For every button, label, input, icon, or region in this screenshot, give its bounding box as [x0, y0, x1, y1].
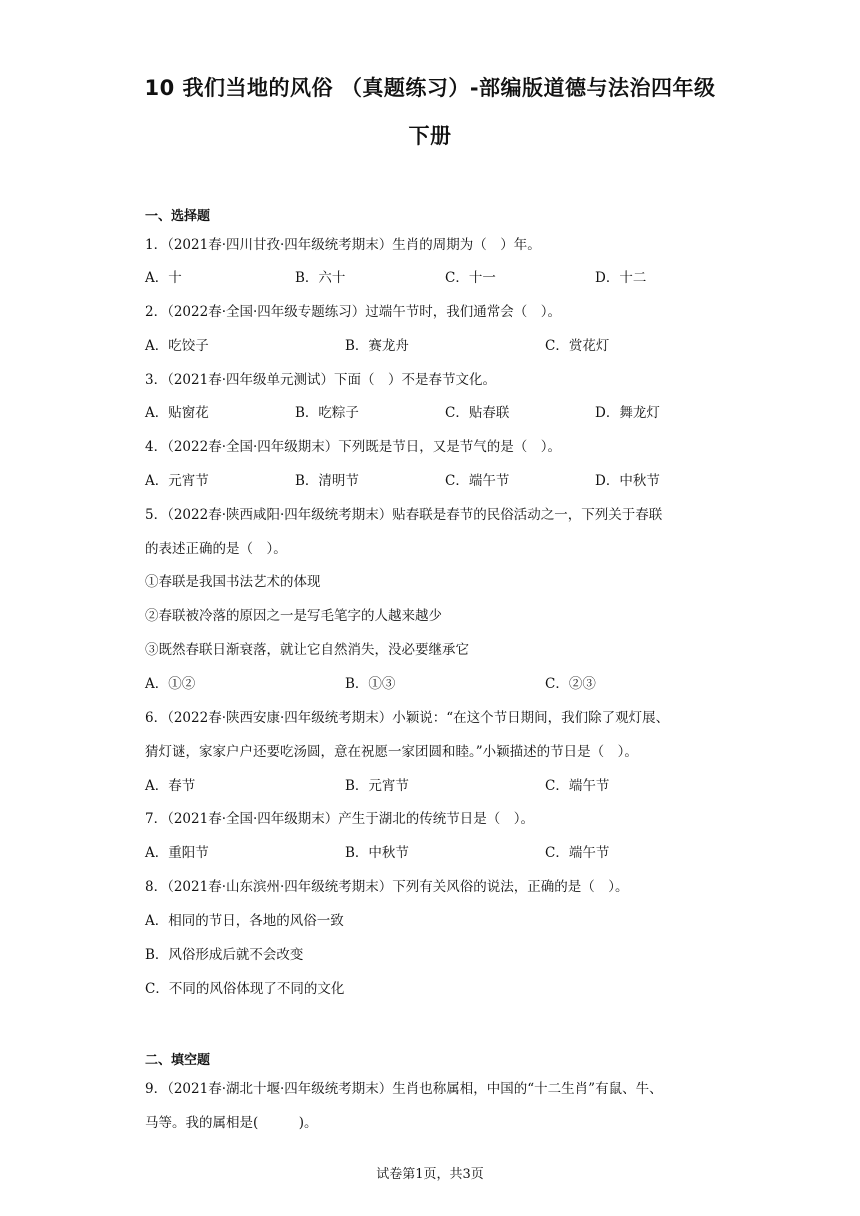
option-c: C．端午节: [445, 473, 510, 489]
option-b: B．六十: [295, 270, 346, 286]
option-a: A．贴窗花: [145, 405, 209, 421]
option-c: C．十一: [445, 270, 496, 286]
option-c: C．端午节: [545, 845, 610, 861]
page-title: 10 我们当地的风俗 （真题练习）-部编版道德与法治四年级: [144, 76, 716, 100]
option-d: D．中秋节: [595, 473, 660, 489]
option-c: C．不同的风俗体现了不同的文化: [145, 981, 345, 997]
question-stem-continued: 猜灯谜，家家户户还要吃汤圆，意在祝愿一家团圆和睦。”小颖描述的节日是（ ）。: [145, 744, 638, 760]
question-stem-continued: 马等。我的属相是( )。: [145, 1115, 318, 1131]
option-d: D．舞龙灯: [595, 405, 660, 421]
option-a: A．①②: [145, 676, 196, 692]
option-d: D．十二: [595, 270, 647, 286]
question-stem: 4．（2022春·全国·四年级期末）下列既是节日，又是节气的是（ ）。: [145, 439, 562, 455]
option-a: A．重阳节: [145, 845, 209, 861]
option-a: A．相同的节日，各地的风俗一致: [145, 913, 344, 929]
section-heading-choice: 一、选择题: [145, 209, 211, 224]
option-c: C．赏花灯: [545, 338, 610, 354]
option-c: C．贴春联: [445, 405, 510, 421]
option-c: C．端午节: [545, 778, 610, 794]
section-heading-fill: 二、填空题: [145, 1053, 211, 1068]
question-stem: 9．（2021春·湖北十堰·四年级统考期末）生肖也称属相，中国的“十二生肖”有鼠、牛、: [145, 1081, 663, 1097]
option-b: B．元宵节: [345, 778, 409, 794]
statement-item: ③既然春联日渐衰落，就让它自然消失，没必要继承它: [145, 642, 469, 658]
option-b: B．中秋节: [345, 845, 409, 861]
option-c: C．②③: [545, 676, 596, 692]
option-a: A．吃饺子: [145, 338, 209, 354]
option-a: A．十: [145, 270, 182, 286]
question-stem: 3．（2021春·四年级单元测试）下面（ ）不是春节文化。: [145, 372, 496, 388]
option-b: B．赛龙舟: [345, 338, 409, 354]
question-stem: 5．（2022春·陕西咸阳·四年级统考期末）贴春联是春节的民俗活动之一，下列关于春联: [145, 507, 663, 523]
question-stem: 7．（2021春·全国·四年级期末）产生于湖北的传统节日是（ ）。: [145, 811, 535, 827]
option-b: B．风俗形成后就不会改变: [145, 947, 304, 963]
question-stem: 8．（2021春·山东滨州·四年级统考期末）下列有关风俗的说法，正确的是（ ）。: [145, 879, 629, 895]
question-stem: 2．（2022春·全国·四年级专题练习）过端午节时，我们通常会（ ）。: [145, 304, 562, 320]
option-a: A．元宵节: [145, 473, 209, 489]
page-title-continued: 下册: [408, 124, 452, 148]
question-stem-continued: 的表述正确的是（ ）。: [145, 541, 287, 557]
question-stem: 1．（2021春·四川甘孜·四年级统考期末）生肖的周期为（ ）年。: [145, 237, 541, 253]
statement-item: ②春联被冷落的原因之一是写毛笔字的人越来越少: [145, 608, 442, 624]
option-b: B．①③: [345, 676, 396, 692]
statement-item: ①春联是我国书法艺术的体现: [145, 574, 321, 590]
question-stem: 6．（2022春·陕西安康·四年级统考期末）小颖说：“在这个节日期间，我们除了观灯展、: [145, 710, 670, 726]
page-footer: 试卷第1页，共3页: [376, 1167, 484, 1182]
option-b: B．清明节: [295, 473, 359, 489]
option-b: B．吃粽子: [295, 405, 359, 421]
option-a: A．春节: [145, 778, 196, 794]
